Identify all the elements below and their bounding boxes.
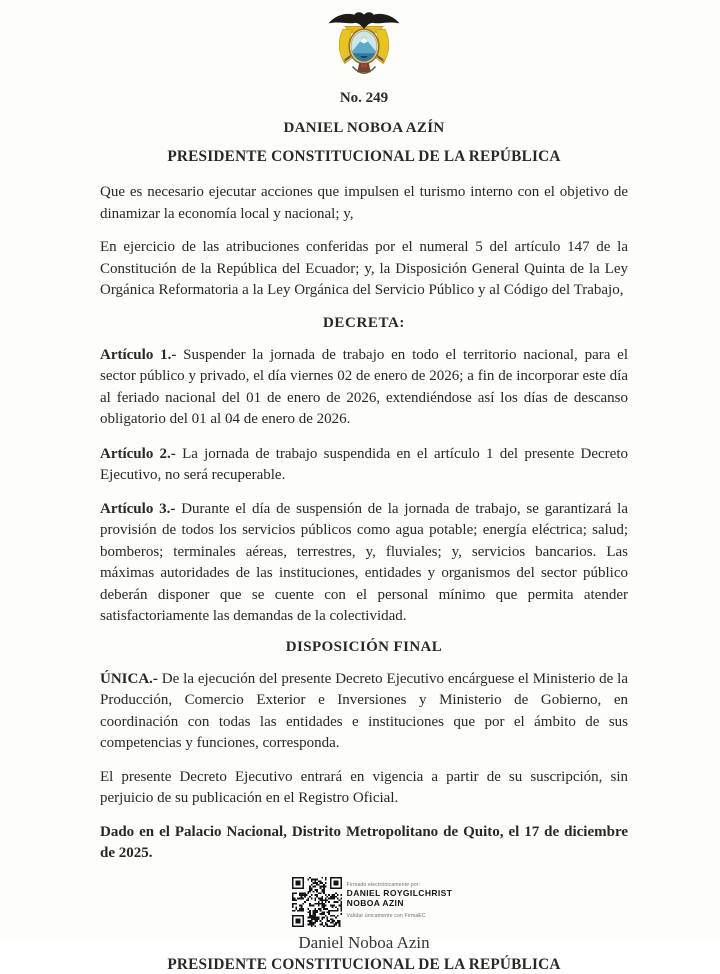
ecuador-coat-of-arms-icon [100, 10, 628, 84]
article-2 [100, 444, 628, 487]
stamp-name-line2: NOBOA AZIN [346, 898, 404, 908]
final-disposition-heading: DISPOSICIÓN FINAL [285, 638, 443, 655]
effectiveness-clause: El presente Decreto Ejecutivo entrará en vigencia a partir de su suscripción, sin perjuicio de su publicación en el Registro Oficial. [100, 768, 628, 806]
article-3-label: Artículo 3.- [100, 500, 176, 517]
article-3 [100, 499, 628, 628]
author-name: DANIEL NOBOA AZÍN [283, 120, 445, 136]
article-1 [100, 345, 628, 431]
issuance-clause: Dado en el Palacio Nacional, Distrito Metropolitano de Quito, el 17 de diciembre de 2025. [100, 823, 628, 861]
decree-number: No. 249 [339, 90, 389, 106]
article-3-text: Durante el día de suspensión de la jornada de trabajo, se garantizará la provisión de todos los servicios públicos como agua potable; energía eléctrica; salud; bomberos; terminales aéreas, terrestres, y, fluviales; y, servicios bancarios. Las máximas autoridades de las instituciones, entidades y organismos del sector público deberán disponer que se cuente con el personal mínimo que permita atender satisfactoriamente las demandas de la colectividad. [100, 500, 628, 624]
author-title: PRESIDENTE CONSTITUCIONAL DE LA REPÚBLICA [167, 148, 561, 165]
stamp-header: Firmado electrónicamente por: [346, 881, 421, 888]
final-disposition [100, 669, 628, 755]
electronic-signature-stamp [116, 877, 628, 931]
article-1-text: Suspender la jornada de trabajo en todo el territorio nacional, para el sector público y privado, el día viernes 02 de enero de 2026; a fin de incorporar este día al feriado nacional del 01 de enero de 2026, extendiéndose así los días de descanso obligatorio del 01 al 04 de enero de 2026. [100, 346, 628, 427]
article-1-label: Artículo 1.- [100, 346, 177, 363]
stamp-footer: Validar únicamente con FirmaEC [346, 912, 426, 919]
final-disposition-text: De la ejecución del presente Decreto Ejecutivo encárguese el Ministerio de la Producción, Comercio Exterior e Inversiones y Ministerio de Gobierno, en coordinación con todas las entidades e instituciones que por el ámbito de sus competencias y funciones, corresponda. [100, 670, 629, 751]
decree-heading: DECRETA: [322, 314, 406, 331]
final-disposition-label: ÚNICA.- [100, 670, 158, 687]
article-2-label: Artículo 2.- [100, 445, 176, 462]
signer-title: PRESIDENTE CONSTITUCIONAL DE LA REPÚBLICA [167, 955, 561, 973]
consideration-paragraph: Que es necesario ejecutar acciones que impulsen el turismo interno con el objetivo de dinamizar la economía local y nacional; y, [100, 184, 628, 222]
qr-code [292, 877, 342, 927]
consideration-paragraph: En ejercicio de las atribuciones conferidas por el numeral 5 del artículo 147 de la Constitución de la República del Ecuador; y, la Disposición General Quinta de la Ley Orgánica Reformatoria a la Ley Orgánica del Servicio Público y al Código del Trabajo, [100, 239, 628, 298]
stamp-name-line1: DANIEL ROYGILCHRIST [346, 887, 453, 898]
signer-name: Daniel Noboa Azin [298, 932, 430, 952]
stamp-text-block [347, 877, 453, 919]
article-2-text: La jornada de trabajo suspendida en el artículo 1 del presente Decreto Ejecutivo, no será recuperable. [100, 445, 629, 483]
